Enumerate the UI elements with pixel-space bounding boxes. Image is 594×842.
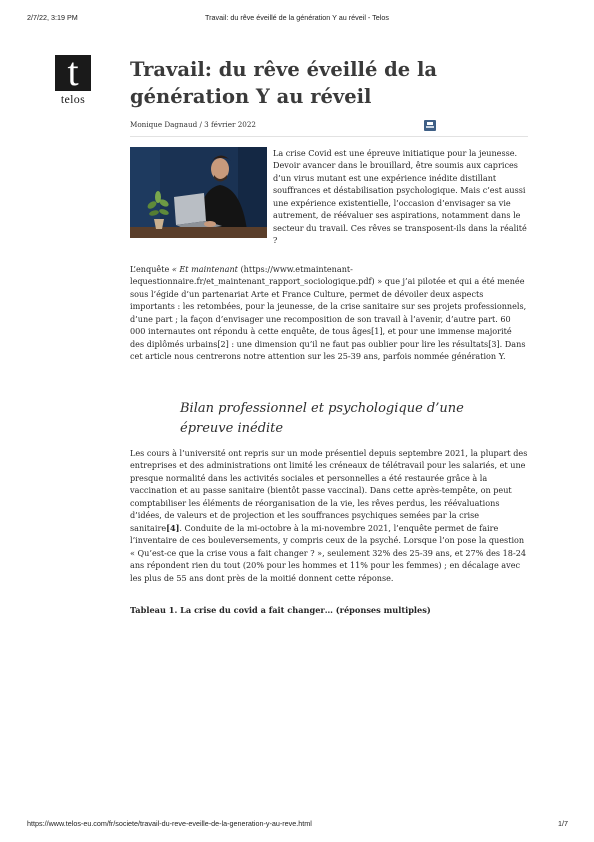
section-subheading: Bilan professionnel et psychologique d’une épreuve inédite (180, 401, 464, 436)
article-paragraph-1 (130, 263, 528, 363)
print-page-number: 1/7 (558, 819, 568, 828)
print-url: https://www.telos-eu.com/fr/societe/travail-du-reve-eveille-de-la-generation-y-au-reve.html (27, 819, 312, 828)
print-icon[interactable] (424, 120, 436, 131)
table-caption: Tableau 1. La crise du covid a fait changer… (réponses multiples) (130, 605, 431, 615)
print-datetime: 2/7/22, 3:19 PM (27, 13, 78, 22)
article-paragraph-2 (130, 447, 528, 584)
survey-link[interactable]: (https://www.etmaintenant-lequestionnaire.fr/et_maintenant_rapport_sociologique.pdf) » que j’ai pilotée et qui a été menée sous l’égide d’un partenariat Arte et France Culture, permet de dévoiler deux aspects importants : les retombées, pour la jeunesse, de la crise sanitaire sur ses projets professionnels, d’une part ; la façon d’envisager une recomposition de son travail à l’avenir, d’autre part. 60 000 internautes ont répondu à cette enquête, de tous âges[1], et pour une immense majorité des diplômés urbains[2] : une dimension qu’il ne faut pas oublier pour lire les résultats[3]. Dans cet article nous centrerons notre attention sur les 25-39 ans, parfois nommée génération Y. (130, 264, 527, 362)
telos-logo[interactable] (55, 49, 91, 106)
p2-text-before: Les cours à l’université ont repris sur un mode présentiel depuis septembre 2021, la plupart des entreprises et des administrations ont limité les créneaux de télétravail pour les salariés, et une presque normalité dans les activités sociales et personnelles a été restaurée grâce à la vaccination et au passe sanitaire (bientôt passe vaccinal). Dans cette après-tempête, on peut comptabiliser les éléments de réorganisation de la vie, les rêves perdus, les réévaluations d’idées, de valeurs et de projection et les souffrances psychiques semées par la crise sanitaire (130, 448, 528, 533)
footnote-ref-4[interactable]: [4] (166, 522, 180, 533)
article-title: Travail: du rêve éveillé de la génération Y au réveil (130, 58, 438, 108)
print-header (0, 13, 594, 25)
p2-text-after: . Conduite de la mi-octobre à la mi-novembre 2021, l’enquête permet de faire l’inventaire de ces bouleversements, y compris ceux de la psyché. Lorsque l’on pose la question « Qu’est-ce que la crise vous a fait changer ? », seulement 32% des 25-39 ans, et 27% des 18-24 ans répondent rien du tout (20% pour les hommes et 11% pour les femmes) ; en décalage avec les plus de 55 ans dont près de la moitié donnent cette réponse. (130, 522, 526, 583)
photo-illustration (130, 147, 267, 238)
header-divider (130, 136, 528, 137)
p1-text-before: L’enquête (130, 264, 172, 274)
article-byline: Monique Dagnaud / 3 février 2022 (130, 120, 256, 129)
survey-title: « Et maintenant (171, 264, 238, 274)
logo-letter: t (55, 55, 91, 91)
article-intro: La crise Covid est une épreuve initiatique pour la jeunesse. Devoir avancer dans le brouillard, être soumis aux caprices d’un virus mutant est une expérience inédite distillant souffrances et déstabilisation psychologique. Mais c’est aussi une expérience existentielle, l’occasion d’envisager sa vie autrement, de réévaluer ses aspirations, notamment dans le secteur du travail. Ces rêves se transposent-ils dans la réalité ? (273, 148, 527, 246)
print-page-title: Travail: du rêve éveillé de la génération Y au réveil - Telos (205, 13, 389, 22)
print-footer (0, 819, 594, 831)
article-photo (130, 147, 267, 238)
logo-word: telos (60, 92, 86, 106)
